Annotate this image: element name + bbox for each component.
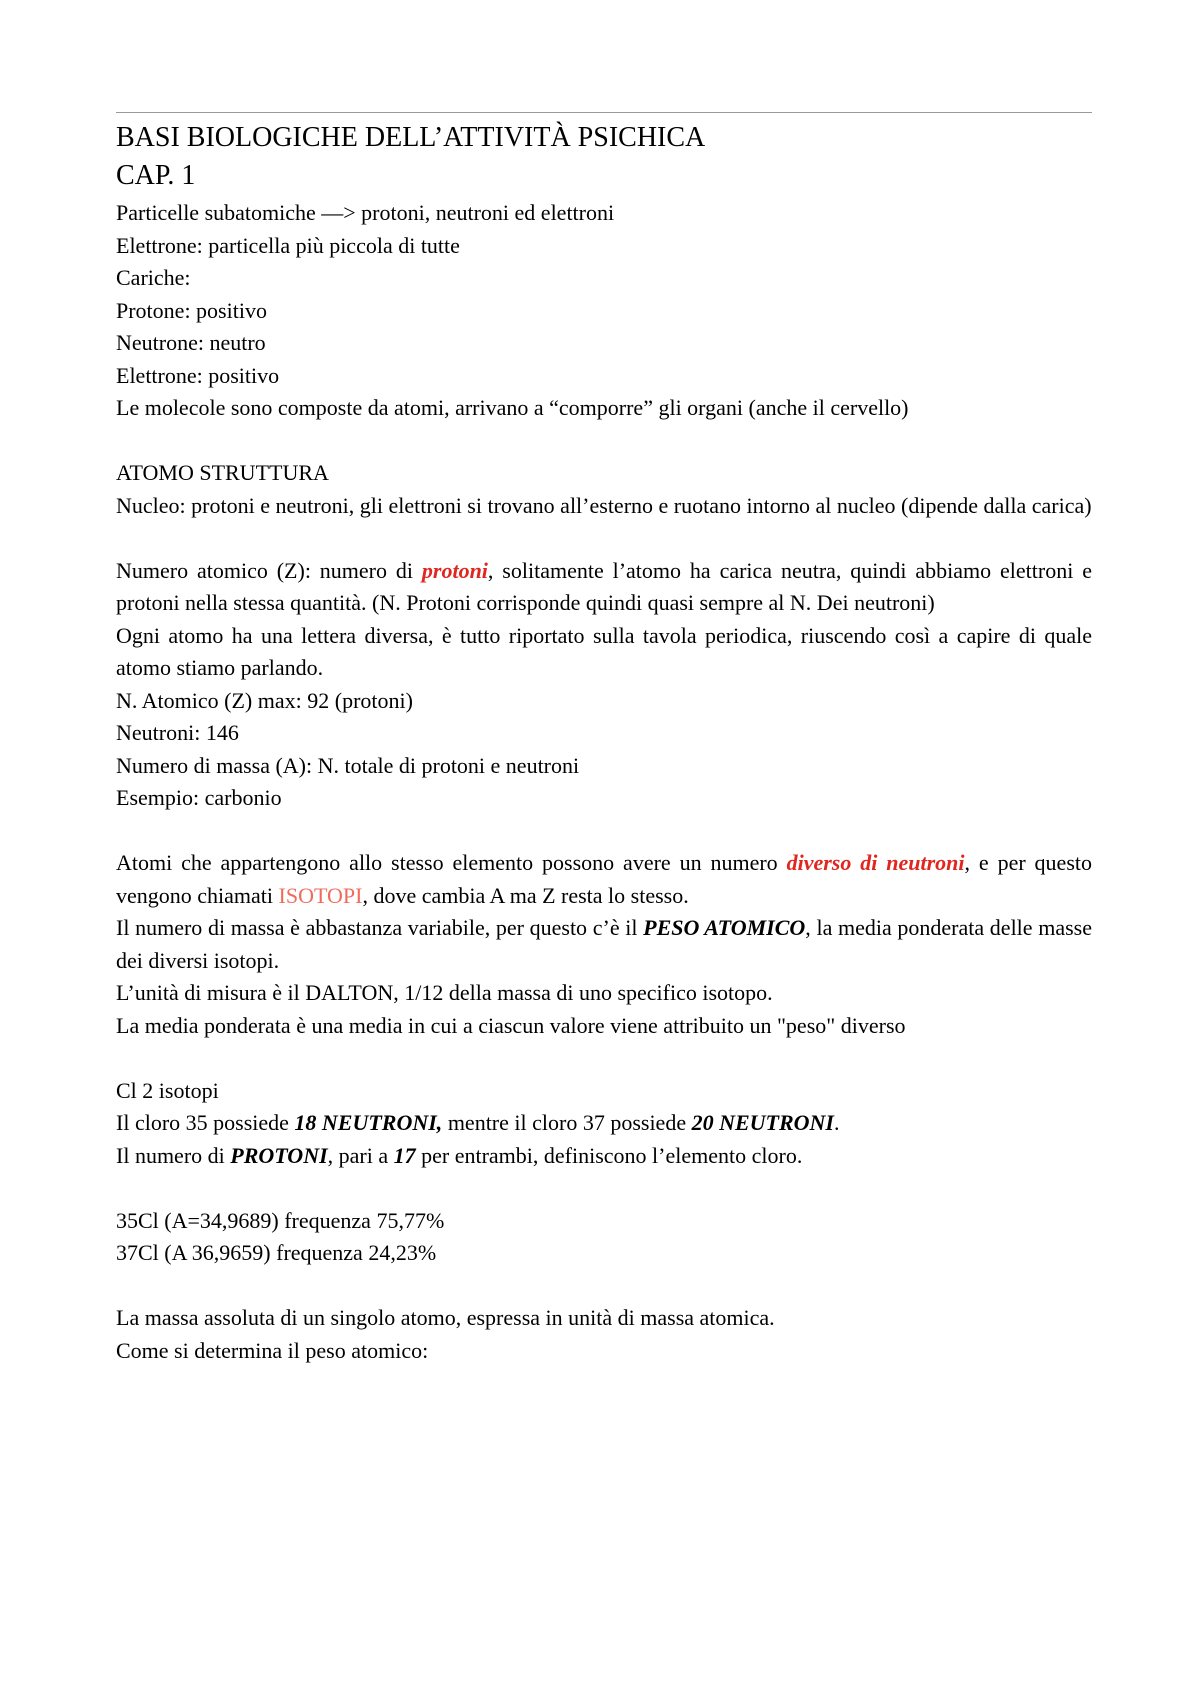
dalton-line: L’unità di misura è il DALTON, 1/12 della massa di uno specifico isotopo.: [116, 980, 773, 1005]
paragraph-gap: [116, 815, 1092, 848]
text-run: Il numero di: [116, 1142, 231, 1168]
massa-line: La massa assoluta di un singolo atomo, espressa in unità di massa atomica.: [116, 1305, 775, 1330]
paragraph-gap: [116, 1172, 1092, 1205]
text-run: , pari a: [327, 1142, 394, 1168]
emphasis-peso-atomico: PESO ATOMICO: [643, 915, 806, 940]
text-run: , e per questo vengono chiamati: [116, 850, 1092, 908]
chapter-heading: CAP. 1: [116, 160, 196, 191]
document-body: [116, 121, 1092, 1367]
emphasis-20-neutroni: 20 NEUTRONI: [691, 1110, 834, 1135]
text-run: , solitamente l’atomo ha carica neutra, quindi abbiamo elettroni e protoni nella stessa quantità. (N. Protoni corrisponde quindi quasi sempre al N. Dei neutroni): [116, 557, 1092, 615]
text-run: Atomi che appartengono allo stesso elemento possono avere un numero: [116, 850, 787, 875]
intro-line: Particelle subatomiche —> protoni, neutroni ed elettroni: [116, 200, 615, 225]
intro-line: Neutrone: neutro: [116, 330, 266, 355]
document-title: BASI BIOLOGICHE DELL’ATTIVITÀ PSICHICA: [116, 122, 706, 153]
emphasis-18-neutroni: 18 NEUTRONI,: [294, 1110, 443, 1135]
highlight-diverso-neutroni: diverso di neutroni: [786, 850, 965, 875]
numero-atomico-paragraph: [116, 555, 1092, 620]
frequency-line: 37Cl (A 36,9659) frequenza 24,23%: [116, 1240, 437, 1265]
struttura-paragraph: Nucleo: protoni e neutroni, gli elettroni si trovano all’esterno e ruotano intorno al nucleo (dipende dalla carica): [116, 492, 1092, 518]
numero-line: N. Atomico (Z) max: 92 (protoni): [116, 687, 413, 713]
text-run: Il numero di massa è abbastanza variabile, per questo c’è il: [116, 915, 644, 940]
text-run: mentre il cloro 37 possiede: [442, 1110, 692, 1135]
peso-atomico-paragraph: [116, 912, 1092, 977]
tavola-paragraph: Ogni atomo ha una lettera diversa, è tutto riportato sulla tavola periodica, riuscendo così a capire di quale atomo stiamo parlando.: [116, 622, 1092, 680]
frequency-line: 35Cl (A=34,9689) frequenza 75,77%: [116, 1207, 445, 1233]
paragraph-gap: [116, 1042, 1092, 1075]
emphasis-17: 17: [393, 1142, 416, 1168]
section-heading-struttura: ATOMO STRUTTURA: [116, 460, 329, 485]
header-rule: [116, 112, 1092, 113]
text-run: Il cloro 35 possiede: [116, 1110, 295, 1135]
cloro-neutroni-line: [116, 1107, 1092, 1140]
paragraph-gap: [116, 522, 1092, 555]
text-run: Numero atomico (Z): numero di: [116, 557, 422, 583]
highlight-isotopi: ISOTOPI: [278, 882, 363, 908]
numero-line: Esempio: carbonio: [116, 785, 282, 810]
intro-line: Protone: positivo: [116, 297, 267, 323]
text-run: , la media ponderata delle masse dei diversi isotopi.: [116, 915, 1092, 973]
paragraph-gap: [116, 1270, 1092, 1303]
highlight-protoni: protoni: [421, 557, 488, 583]
intro-line: Elettrone: positivo: [116, 362, 280, 388]
emphasis-protoni: PROTONI: [230, 1142, 328, 1168]
intro-line: Cariche:: [116, 265, 191, 290]
text-run: , dove cambia A ma Z resta lo stesso.: [362, 882, 689, 908]
cloro-line: Cl 2 isotopi: [116, 1077, 219, 1103]
intro-line: Elettrone: particella più piccola di tutte: [116, 232, 460, 258]
numero-line: Neutroni: 146: [116, 720, 239, 745]
numero-line: Numero di massa (A): N. totale di protoni e neutroni: [116, 752, 580, 778]
intro-line: Le molecole sono composte da atomi, arrivano a “comporre” gli organi (anche il cervello): [116, 395, 909, 420]
massa-line: Come si determina il peso atomico:: [116, 1337, 429, 1363]
isotopi-paragraph: [116, 847, 1092, 912]
text-run: per entrambi, definiscono l’elemento cloro.: [415, 1142, 803, 1168]
text-run: .: [834, 1110, 840, 1135]
cloro-protoni-line: [116, 1140, 1092, 1173]
media-ponderata-line: La media ponderata è una media in cui a ciascun valore viene attribuito un "peso" diverso: [116, 1012, 906, 1038]
paragraph-gap: [116, 425, 1092, 458]
